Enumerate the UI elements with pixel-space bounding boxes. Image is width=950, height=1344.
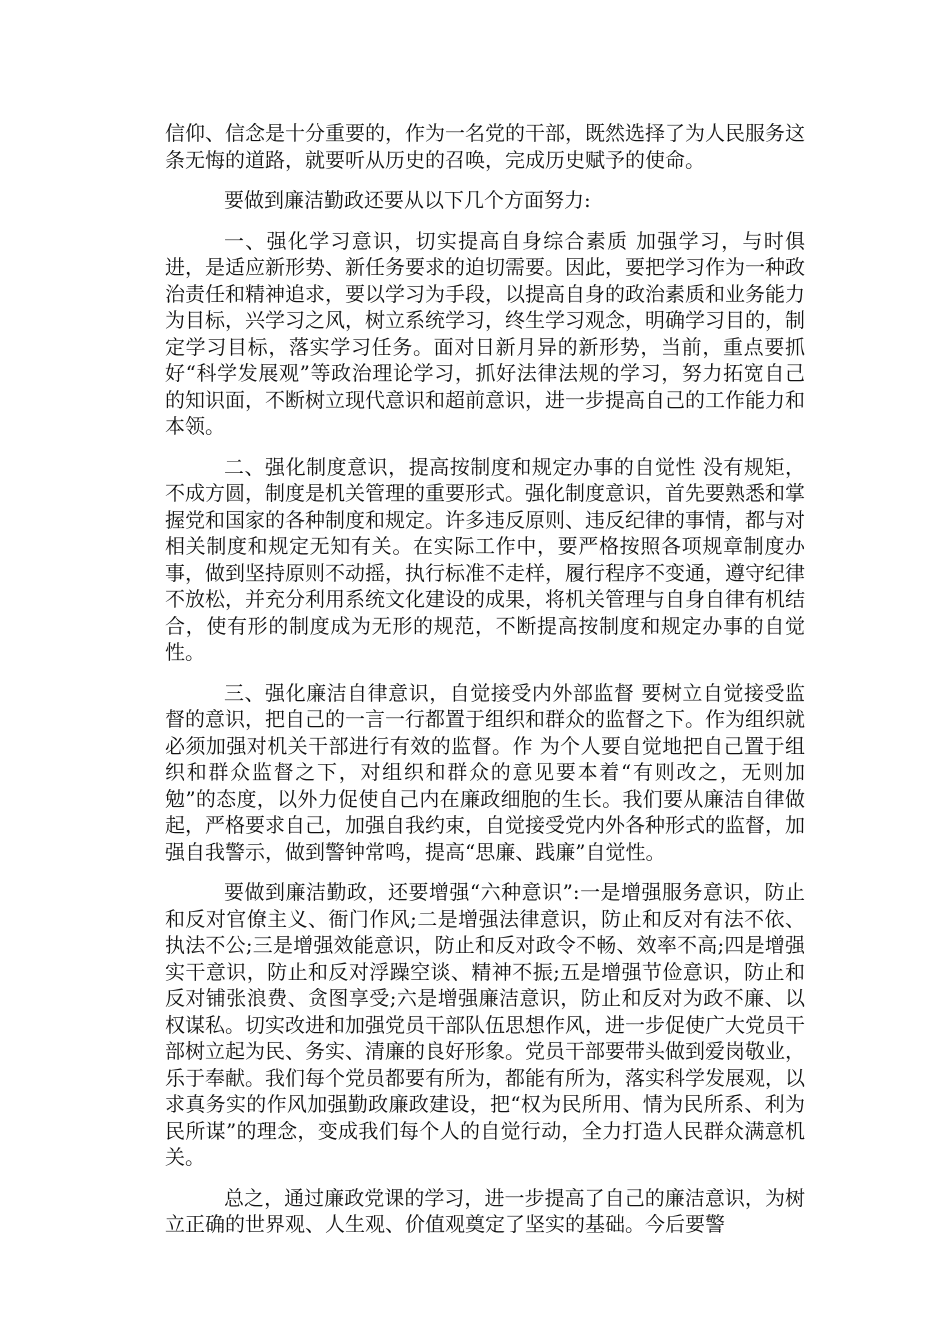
paragraph-six-awareness: 要做到廉洁勤政，还要增强“六种意识”:一是增强服务意识，防止和反对官僚主义、衙门作风;二是增强法律意识，防止和反对有法不依、执法不公;三是增强效能意识，防止和反对政令不畅、效率不高;四是增强实干意识，防止和反对浮躁空谈、精神不振;五是增强节俭意识，防止和反对铺张浪费、贪图享受;六是增强廉洁意识，防止和反对为政不廉、以权谋私。切实改进和加强党员干部队伍思想作风，进一步促使广大党员干部树立起为民、务实、清廉的良好形象。党员干部要带头做到爱岗敬业，乐于奉献。我们每个党员都要有所为，都能有所为，落实科学发展观，以求真务实的作风加强勤政廉政建设，把“权为民所用、情为民所系、利为民所谋”的理念，变成我们每个人的自觉行动，全力打造人民群众满意机关。 bbox=[165, 880, 805, 1169]
paragraph-intro: 信仰、信念是十分重要的，作为一名党的干部，既然选择了为人民服务这条无悔的道路，就要听从历史的召唤，完成历史赋予的使命。 bbox=[165, 121, 805, 172]
paragraph-supervision: 三、强化廉洁自律意识，自觉接受内外部监督 要树立自觉接受监督的意识，把自己的一言一行都置于组织和群众的监督之下。作为组织就必须加强对机关干部进行有效的监督。作 为个人要自觉地把自己置于组织和群众监督之下，对组织和群众的意见要本着“有则改之，无则加勉”的态度，以外力促使自己内在廉政细胞的生长。我们要从廉洁自律做起，严格要求自己，加强自我约束，自觉接受党内外各种形式的监督，加强自我警示，做到警钟常鸣，提高“思廉、践廉”自觉性。 bbox=[165, 680, 805, 864]
paragraph-conclusion: 总之，通过廉政党课的学习，进一步提高了自己的廉洁意识，为树立正确的世界观、人生观、价值观奠定了坚实的基础。今后要警 bbox=[165, 1185, 805, 1236]
document-body bbox=[165, 120, 805, 1252]
paragraph-heading: 要做到廉洁勤政还要从以下几个方面努力: bbox=[224, 188, 591, 212]
paragraph-study: 一、强化学习意识，切实提高自身综合素质 加强学习，与时俱进，是适应新形势、新任务要求的迫切需要。因此，要把学习作为一种政治责任和精神追求，要以学习为手段，以提高自身的政治素质和业务能力为目标，兴学习之风，树立系统学习，终生学习观念，明确学习目的，制定学习目标，落实学习任务。面对日新月异的新形势，当前，重点要抓好“科学发展观”等政治理论学习，抓好法律法规的学习，努力拓宽自己的知识面，不断树立现代意识和超前意识，进一步提高自己的工作能力和本领。 bbox=[165, 228, 805, 438]
paragraph-system: 二、强化制度意识，提高按制度和规定办事的自觉性 没有规矩，不成方圆，制度是机关管理的重要形式。强化制度意识，首先要熟悉和掌握党和国家的各种制度和规定。许多违反原则、违反纪律的事情，都与对相关制度和规定无知有关。在实际工作中，要严格按照各项规章制度办事，做到坚持原则不动摇，执行标准不走样，履行程序不变通，遵守纪律不放松，并充分利用系统文化建设的成果，将机关管理与自身自律有机结合，使有形的制度成为无形的规范，不断提高按制度和规定办事的自觉性。 bbox=[165, 454, 805, 664]
